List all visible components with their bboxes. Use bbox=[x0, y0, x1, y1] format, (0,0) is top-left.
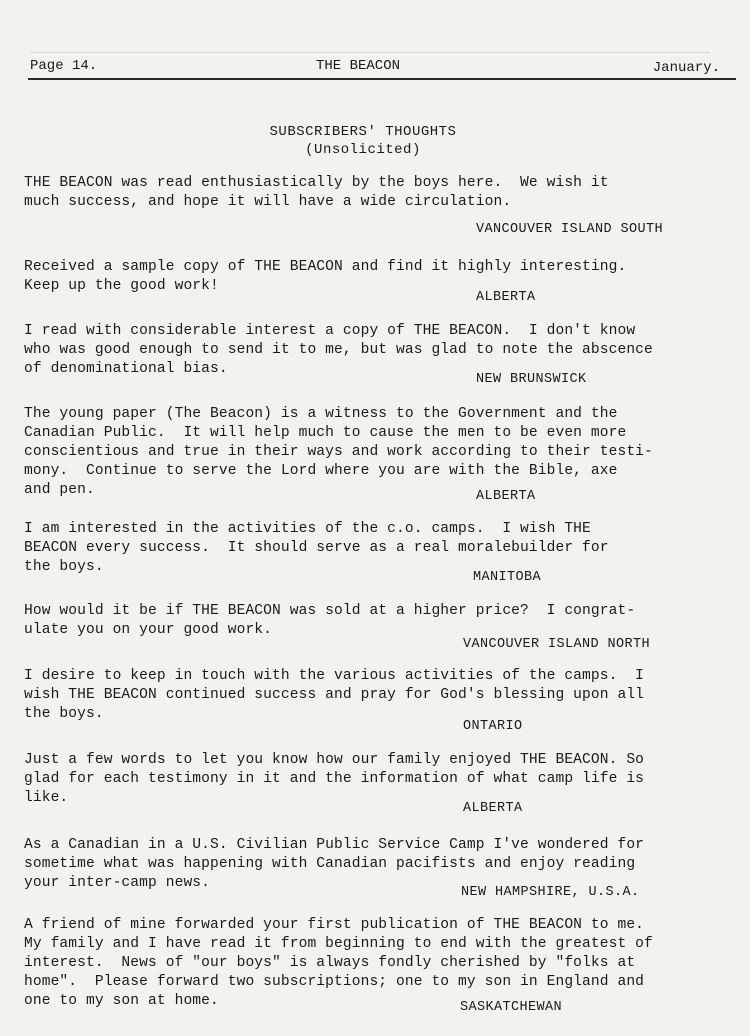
entry-line: glad for each testimony in it and the information of what camp life is bbox=[24, 771, 645, 787]
testimonial-entry bbox=[24, 174, 724, 212]
entry-location: ALBERTA bbox=[463, 801, 523, 816]
entry-line: one to my son at home. bbox=[24, 993, 219, 1009]
entry-line: BEACON every success. It should serve as a real moralebuilder for bbox=[24, 540, 609, 556]
testimonial-entry bbox=[24, 667, 724, 724]
page-number: Page 14. bbox=[30, 58, 98, 74]
article-title: SUBSCRIBERS' THOUGHTS bbox=[269, 124, 457, 140]
entry-location: ONTARIO bbox=[463, 719, 523, 734]
header-rule bbox=[28, 78, 736, 80]
entry-line: Canadian Public. It will help much to cause the men to be even more bbox=[24, 425, 627, 441]
testimonial-entry bbox=[24, 602, 724, 640]
entry-line: the boys. bbox=[24, 559, 104, 575]
entry-line: of denominational bias. bbox=[24, 361, 228, 377]
entry-line: As a Canadian in a U.S. Civilian Public Service Camp I've wondered for bbox=[24, 837, 645, 853]
testimonial-entry bbox=[24, 751, 724, 808]
entry-line: and pen. bbox=[24, 482, 95, 498]
entry-line: Received a sample copy of THE BEACON and find it highly interesting. bbox=[24, 259, 627, 275]
bleed-through-rule bbox=[30, 52, 710, 53]
entry-line: sometime what was happening with Canadian pacifists and enjoy reading bbox=[24, 856, 636, 872]
testimonial-entry bbox=[24, 405, 724, 500]
entry-line: I read with considerable interest a copy of THE BEACON. I don't know bbox=[24, 323, 636, 339]
entry-line: conscientious and true in their ways and work according to their testi- bbox=[24, 444, 653, 460]
testimonial-entry bbox=[24, 916, 724, 1011]
testimonial-entry bbox=[24, 322, 724, 379]
entry-line: like. bbox=[24, 790, 69, 806]
entry-line: wish THE BEACON continued success and pray for God's blessing upon all bbox=[24, 687, 645, 703]
entry-location: VANCOUVER ISLAND SOUTH bbox=[476, 222, 664, 237]
entry-line: the boys. bbox=[24, 706, 104, 722]
entry-location: NEW HAMPSHIRE, U.S.A. bbox=[461, 885, 640, 900]
entry-location: NEW BRUNSWICK bbox=[476, 372, 587, 387]
entry-line: I am interested in the activities of the c.o. camps. I wish THE bbox=[24, 521, 591, 537]
entry-line: I desire to keep in touch with the various activities of the camps. I bbox=[24, 668, 645, 684]
issue-month: January. bbox=[652, 60, 720, 76]
entry-line: My family and I have read it from beginning to end with the greatest of bbox=[24, 936, 653, 952]
entry-location: MANITOBA bbox=[473, 570, 542, 585]
entry-line: Keep up the good work! bbox=[24, 278, 219, 294]
entry-line: THE BEACON was read enthusiastically by the boys here. We wish it bbox=[24, 175, 609, 191]
entry-line: interest. News of "our boys" is always fondly cherished by "folks at bbox=[24, 955, 636, 971]
entry-location: ALBERTA bbox=[476, 290, 536, 305]
entry-line: much success, and hope it will have a wide circulation. bbox=[24, 194, 512, 210]
entry-location: SASKATCHEWAN bbox=[460, 1000, 563, 1015]
testimonial-entry bbox=[24, 258, 724, 296]
entry-line: A friend of mine forwarded your first publication of THE BEACON to me. bbox=[24, 917, 645, 933]
entry-line: The young paper (The Beacon) is a witness to the Government and the bbox=[24, 406, 618, 422]
entry-line: How would it be if THE BEACON was sold at a higher price? I congrat- bbox=[24, 603, 636, 619]
entry-line: mony. Continue to serve the Lord where you are with the Bible, axe bbox=[24, 463, 618, 479]
entry-line: Just a few words to let you know how our family enjoyed THE BEACON. So bbox=[24, 752, 645, 768]
entry-line: ulate you on your good work. bbox=[24, 622, 273, 638]
publication-name: THE BEACON bbox=[316, 58, 401, 74]
page-header bbox=[30, 58, 720, 80]
entry-line: your inter-camp news. bbox=[24, 875, 211, 891]
entry-location: ALBERTA bbox=[476, 489, 536, 504]
article-subtitle: (Unsolicited) bbox=[305, 142, 421, 158]
testimonial-entry bbox=[24, 520, 724, 577]
entry-line: home". Please forward two subscriptions; one to my son in England and bbox=[24, 974, 645, 990]
entry-line: who was good enough to send it to me, but was glad to note the abscence bbox=[24, 342, 653, 358]
entry-location: VANCOUVER ISLAND NORTH bbox=[463, 637, 651, 652]
